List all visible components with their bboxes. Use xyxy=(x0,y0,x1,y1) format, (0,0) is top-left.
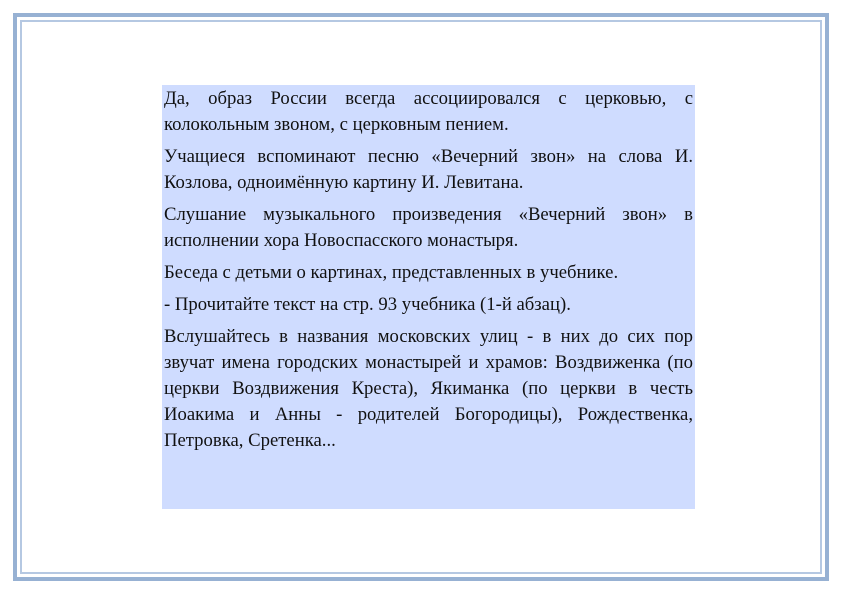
paragraph-1: Да, образ России всегда ассоциировался с церковью, с колокольным звоном, с церковным пением. xyxy=(164,88,693,135)
paragraph-5: - Прочитайте текст на стр. 93 учебника (1-й абзац). xyxy=(164,294,571,315)
text-box xyxy=(162,85,695,509)
paragraph-2: Учащиеся вспоминают песню «Вечерний звон» на слова И. Козлова, одноимённую картину И. Левитана. xyxy=(164,146,693,193)
paragraph-3: Слушание музыкального произведения «Вечерний звон» в исполнении хора Новоспасского монастыря. xyxy=(164,204,693,251)
paragraph-4: Беседа с детьми о картинах, представленных в учебнике. xyxy=(164,262,619,283)
paragraph-6: Вслушайтесь в названия московских улиц - в них до сих пор звучат имена городских монастырей и храмов: Воздвиженка (по церкви Воздвижения Креста), Якиманка (по церкви в честь Иоакима и Анны - родителей Богородицы), Рождественка, Петровка, Сретенка... xyxy=(164,326,693,451)
